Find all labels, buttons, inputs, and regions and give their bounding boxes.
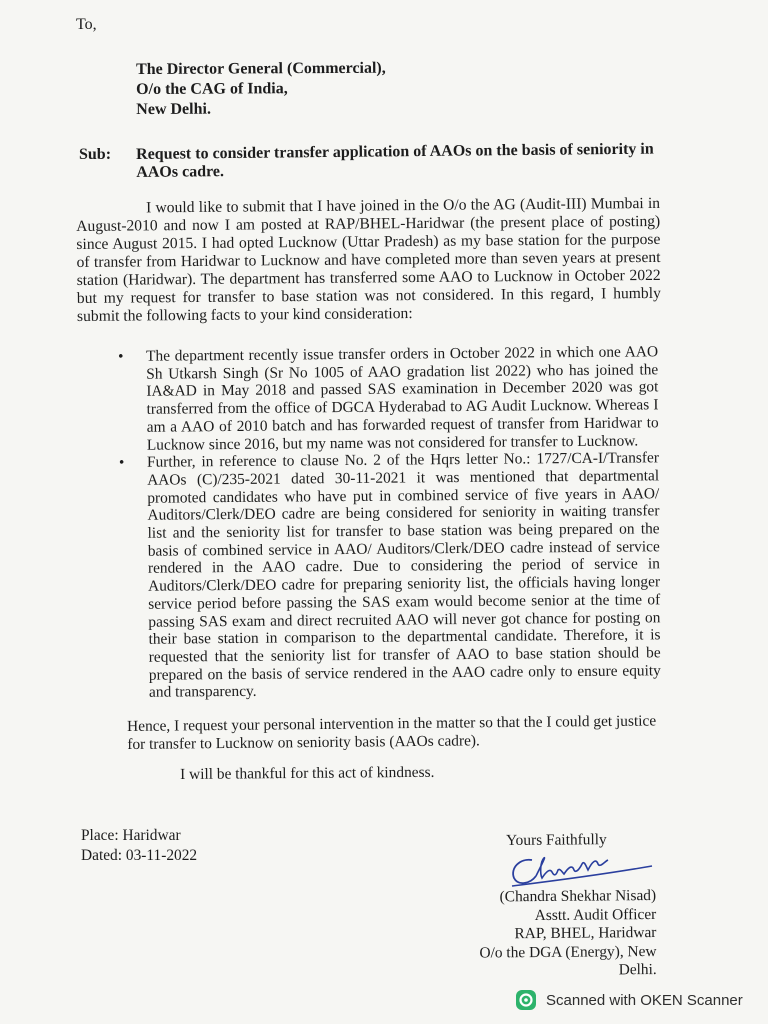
signatory-office: O/o the DGA (Energy), New Delhi. — [479, 942, 657, 979]
place-date-block — [81, 826, 197, 866]
handwritten-signature — [504, 846, 654, 892]
addressee-block — [136, 59, 386, 120]
bullet-marker: • — [118, 454, 125, 472]
signatory-name: (Chandra Shekhar Nisad) — [499, 887, 657, 906]
addressee-line-3: New Delhi. — [136, 100, 211, 118]
thanks-line: I will be thankful for this act of kindness. — [180, 763, 435, 783]
bullet-marker: • — [118, 347, 124, 365]
subject-text: Request to consider transfer application of AAOs on the basis of seniority in AAOs cadre. — [136, 140, 654, 181]
bullet-item-text: Further, in reference to clause No. 2 of the Hqrs letter No.: 1727/CA-I/Transfer AAOs (C)/235-2021 dated 30-11-2021 it was mentioned that departmental promoted candidates who have put in combined service of five years in AAO/ Auditors/Clerk/DEO cadre are being considered for seniority in waiting transfer list and the seniority list for transfer to base station was being prepared on the basis of combined service in AAO/ Auditors/Clerk/DEO cadre instead of service rendered in the AAO cadre. Due to considering the period of service in Auditors/Clerk/DEO cadre for preparing seniority list, the officials having longer service period before passing the SAS exam would become senior at the time of passing SAS exam and direct recruited AAO will never got chance for posting on their base station in comparison to the departmental candidate. Therefore, it is requested that the seniority list for transfer of AAO to base station should be prepared on the basis of service rendered in the AAO cadre only to ensure equity and transparency. — [146, 449, 661, 702]
bullet-item — [119, 450, 661, 703]
closing-line: Yours Faithfully — [506, 831, 607, 849]
addressee-line-2: O/o the CAG of India, — [136, 80, 288, 98]
intro-paragraph-text: I would like to submit that I have joined in the O/o the AG (Audit-III) Mumbai in August-2010 and now I am posted at RAP/BHEL-Haridwar (the present place of posting) since August 2015. I had opted Lucknow (Uttar Pradesh) as my base station for the purpose of transfer from Haridwar to Lucknow and have completed more than seven years at present station (Haridwar). The department has transferred some AAO to Lucknow in October 2022 but my request for transfer to base station was not considered. In this regard, I humbly submit the following facts to your kind consideration: — [76, 194, 661, 325]
scanner-watermark — [515, 989, 743, 1011]
signatory-designation: Asstt. Audit Officer — [534, 905, 657, 924]
salutation: To, — [76, 16, 97, 33]
signatory-unit: RAP, BHEL, Haridwar — [514, 923, 657, 943]
subject-label: Sub: — [79, 146, 112, 163]
addressee-line-1: The Director General (Commercial), — [136, 59, 386, 78]
oken-scanner-logo-icon — [515, 989, 537, 1011]
intro-paragraph — [76, 195, 661, 326]
bullet-item-text: The department recently issue transfer orders in October 2022 in which one AAO Sh Utkarsh Singh (Sr No 1005 of AAO gradation list 2022) who has joined the IA&AD in May 2018 and passed SAS examination in December 2020 was got transferred from the office of DGCA Hyderabad to AG Audit Lucknow. Whereas I am a AAO of 2010 batch and has forwarded request of transfer from Haridwar to Lucknow since 2016, but my name was not considered for transfer to Lucknow. — [145, 343, 659, 454]
bullet-item — [118, 343, 659, 454]
bullet-list — [118, 343, 661, 702]
hence-paragraph: Hence, I request your personal intervention in the matter so that the I could get justice for transfer to Lucknow on seniority basis (AAOs cadre). — [127, 712, 657, 753]
place-line: Place: Haridwar — [81, 827, 181, 844]
signatory-block — [450, 887, 657, 981]
scanner-label: Scanned with OKEN Scanner — [546, 991, 743, 1009]
date-line: Dated: 03-11-2022 — [81, 847, 198, 864]
